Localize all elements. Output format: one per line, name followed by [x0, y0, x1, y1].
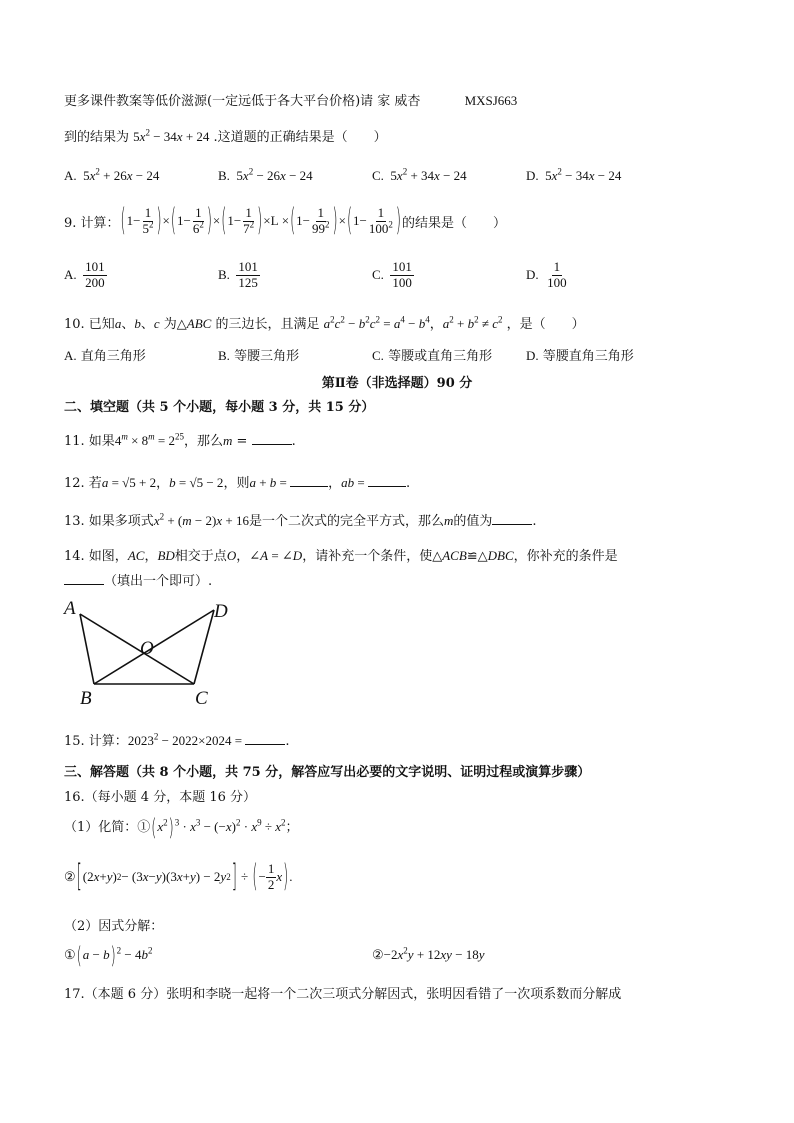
label-a: A [64, 598, 76, 619]
q12-answer-blank-1[interactable] [290, 486, 328, 487]
q16-part1: （1）化简：$①(x^2)^3 \cdot x^3 - (-x)^2 \cdot x^9 \div x^2$； [64, 814, 299, 842]
q16-part1-2: ② [ (2 x + y ) 2 − (3 x − y )(3 x + y ) − 2 y 2 ] ÷ ( − $\frac{1}{2}$ x ) . [64, 859, 293, 896]
q8-prefix: 到的结果为 [64, 130, 130, 145]
q17: 17.（本题 6 分）张明和李晓一起将一个二次三项式分解因式，张明因看错了一次项系数而分解成 [64, 987, 622, 1002]
header-code: MXSJ663 [464, 93, 518, 108]
q15-answer-blank[interactable] [245, 744, 285, 745]
q10-option-a: A. 直角三角形 [64, 348, 146, 364]
q16-part2-1: ①(a − $b)^2 - 4b^2$ [64, 942, 153, 970]
q8-option-a: A. $5x^2 + 26x - 24$ [64, 166, 160, 183]
q12: 12. 若a = √5 + 2，b = √5 − 2，则a + b = ，ab = . [64, 475, 411, 491]
q13-answer-blank[interactable] [492, 524, 532, 525]
q8-option-c: C. $5x^2 + 34x - 24$ [372, 166, 467, 183]
q14-answer-blank[interactable] [64, 584, 104, 585]
segment-ac [80, 614, 194, 684]
q9-stem: 9. 计算： ( 1− $\frac{1}{5^2}$ ) × ( 1− $\frac{1}{6^2}$ ) × ( 1− $\frac{1}{7^2}$ ) ×L × ( 1− $\frac{1}{99^2}$ ) × ( 1− $\frac{1}{100^2}$ ) 的结果是（ ） [64, 203, 506, 240]
q8-option-d: D. $5x^2 - 34x - 24$ [526, 166, 622, 183]
part2-title: 第Ⅱ卷（非选择题）90 分 [321, 376, 473, 391]
q10-option-c: C. 等腰或直角三角形 [372, 348, 493, 364]
q12-answer-blank-2[interactable] [368, 486, 406, 487]
q11: 11. 如果$4^m \times 8^m = 2^{25}$，那么m = . [64, 431, 296, 449]
q10-option-b: B. 等腰三角形 [218, 348, 300, 364]
q14-figure [60, 594, 230, 714]
q13: 13. 如果多项式$x^2 + (m - 2)x + 16$是一个二次式的完全平方式，那么m的值为 . [64, 511, 537, 529]
label-o: O [140, 638, 154, 659]
segment-ab [80, 614, 94, 684]
label-d: D [214, 601, 228, 622]
part3-section-heading: 三、解答题（共 8 个小题，共 75 分，解答应写出必要的文字说明、证明过程或演算步骤） [64, 765, 591, 780]
q8-expr: $5x^2 - 34x + 24$ [133, 127, 210, 144]
label-b: B [80, 688, 92, 709]
segment-db [94, 610, 214, 684]
q16-part2-2: $②-2x^2y + 12xy - 18y$ [372, 945, 485, 963]
q9-option-d: D. $\frac{1}{100}$ [526, 259, 567, 290]
q11-answer-blank[interactable] [252, 444, 292, 445]
q8-stem [64, 126, 387, 145]
q9-option-c: C. $\frac{101}{100}$ [372, 259, 412, 290]
q8-suffix: .这道题的正确结果是（ ） [213, 130, 387, 145]
watermark-header [64, 90, 517, 109]
label-c: C [195, 688, 208, 709]
part2-section-heading: 二、填空题（共 5 个小题，每小题 3 分，共 15 分） [64, 400, 375, 415]
q16-part2: （2）因式分解： [64, 919, 164, 934]
q16-head: 16.（每小题 4 分，本题 16 分） [64, 790, 257, 805]
header-text: 更多课件教案等低价滋源(一定远低于各大平台价格)请 家 威杏 [64, 94, 421, 109]
q9-suffix: 的结果是（ ） [401, 215, 506, 231]
q14-line2: （填出一个即可）. [64, 570, 212, 589]
q8-option-b: B. $5x^2 - 26x - 24$ [218, 166, 313, 183]
q10-option-d: D. 等腰直角三角形 [526, 348, 634, 364]
q9-option-a: A. $\frac{101}{200}$ [64, 259, 105, 290]
q10-stem: 10. 已知a、b、c 为△ABC 的三边长，且满足 $a^2c^2 - b^2c^2 = a^4 - b^4$，$a^2 + b^2 \ne c^2$ ，是（ ） [64, 314, 585, 332]
q14: 14. 如图，AC，BD相交于点O，∠A = ∠D，请补充一个条件，使△ACB≌△DBC，你补充的条件是 [64, 548, 618, 564]
q9-option-b: B. $\frac{101}{125}$ [218, 259, 258, 290]
q15: 15. 计算：$2023^2 - 2022\times 2024$ = . [64, 731, 290, 749]
q9-number: 9. 计算： [64, 215, 120, 231]
